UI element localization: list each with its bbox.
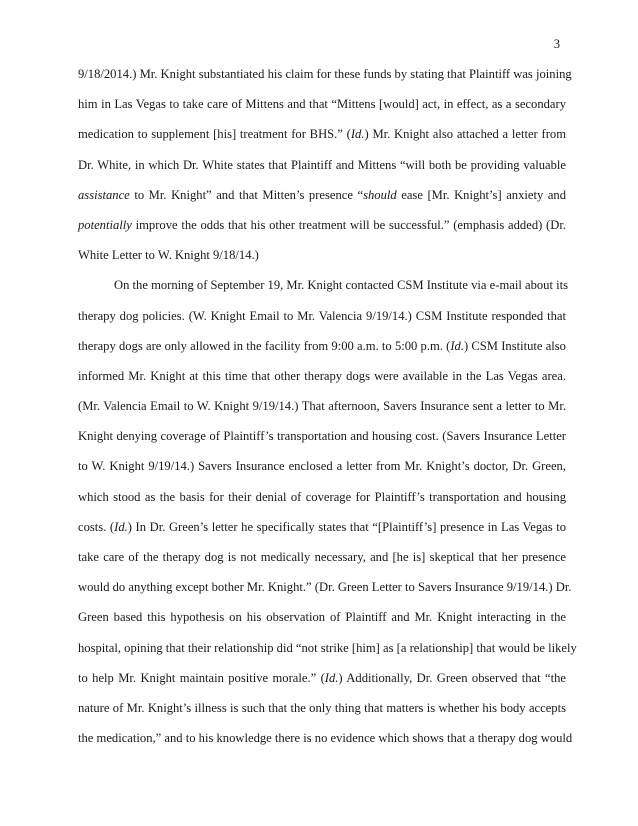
page-number: 3 xyxy=(553,37,560,51)
text-line xyxy=(78,361,566,391)
italic-text: assistance xyxy=(78,187,130,202)
text-run: White Letter to W. Knight 9/18/14.) xyxy=(78,248,259,263)
text-line xyxy=(78,89,566,119)
text-run: hospital, opining that their relationship did “not strike [him] as [a relationship] that would be likely xyxy=(78,640,577,655)
paragraph xyxy=(78,270,577,753)
text-run: him in Las Vegas to take care of Mittens and that “Mittens [would] act, in effect, as a secondary xyxy=(78,97,566,112)
document-body xyxy=(78,59,577,753)
text-line xyxy=(78,572,572,602)
text-run: therapy dog policies. (W. Knight Email to Mr. Valencia 9/19/14.) CSM Institute responded that xyxy=(78,308,566,323)
text-run: Knight denying coverage of Plaintiff’s transportation and housing cost. (Savers Insurance Letter xyxy=(78,429,566,444)
text-run: ease [Mr. Knight’s] anxiety and xyxy=(396,187,567,202)
italic-text: Id. xyxy=(450,338,464,353)
paragraph xyxy=(78,59,572,270)
text-line xyxy=(78,602,566,632)
text-run: to help Mr. Knight maintain positive morale.” ( xyxy=(78,670,325,685)
text-line xyxy=(78,59,572,89)
text-line xyxy=(78,270,569,300)
text-line xyxy=(78,663,566,693)
text-line xyxy=(78,119,566,149)
text-run: would do anything except bother Mr. Knight.” (Dr. Green Letter to Savers Insurance 9/19/14.) Dr. xyxy=(78,580,572,595)
text-line xyxy=(78,180,566,210)
text-run: On the morning of September 19, Mr. Knight contacted CSM Institute via e-mail about its xyxy=(114,278,569,293)
italic-text: Id. xyxy=(350,127,365,142)
text-line xyxy=(78,723,573,753)
text-run: ) In Dr. Green’s letter he specifically states that “[Plaintiff’s] presence in Las Vegas to xyxy=(127,519,566,534)
text-run: to W. Knight 9/19/14.) Savers Insurance enclosed a letter from Mr. Knight’s doctor, Dr. Green, xyxy=(78,459,566,474)
text-run: take care of the therapy dog is not medically necessary, and [he is] skeptical that her presence xyxy=(78,550,566,564)
text-run: which stood as the basis for their denial of coverage for Plaintiff’s transportation and housing xyxy=(78,489,566,504)
text-run: medication to supplement [his] treatment for BHS.” ( xyxy=(78,127,351,142)
text-run: ) Additionally, Dr. Green observed that “the xyxy=(338,670,566,685)
text-run: therapy dogs are only allowed in the facility from 9:00 a.m. to 5:00 p.m. ( xyxy=(78,338,451,353)
text-line xyxy=(78,482,566,512)
text-run: the medication,” and to his knowledge there is no evidence which shows that a therapy dog would xyxy=(78,731,573,746)
text-line xyxy=(78,150,566,180)
italic-text: potentially xyxy=(78,217,132,232)
text-line xyxy=(78,633,577,663)
text-run: 9/18/2014.) Mr. Knight substantiated his claim for these funds by stating that Plaintiff was joining xyxy=(78,67,572,81)
text-run: improve the odds that his other treatment will be successful.” (emphasis added) (Dr. xyxy=(131,217,566,232)
text-line xyxy=(78,331,566,361)
text-line xyxy=(78,512,566,542)
text-line xyxy=(78,542,566,572)
text-line xyxy=(78,421,566,451)
text-line xyxy=(78,240,566,270)
text-run: nature of Mr. Knight’s illness is such that the only thing that matters is whether his body accepts xyxy=(78,700,566,715)
text-run: ) CSM Institute also xyxy=(463,338,566,353)
text-line xyxy=(78,693,566,723)
text-run: (Mr. Valencia Email to W. Knight 9/19/14.) That afternoon, Savers Insurance sent a letter to Mr. xyxy=(78,399,566,414)
italic-text: should xyxy=(363,187,397,202)
italic-text: Id. xyxy=(324,670,339,685)
text-run: costs. ( xyxy=(78,519,115,534)
text-line xyxy=(78,210,566,240)
text-line xyxy=(78,451,566,481)
text-run: to Mr. Knight” and that Mitten’s presence “ xyxy=(129,187,364,202)
text-line xyxy=(78,391,566,421)
text-run: ) Mr. Knight also attached a letter from xyxy=(364,127,566,142)
text-run: informed Mr. Knight at this time that other therapy dogs were available in the Las Vegas area. xyxy=(78,368,566,383)
text-run: Dr. White, in which Dr. White states that Plaintiff and Mittens “will both be providing valuable xyxy=(78,157,566,172)
italic-text: Id. xyxy=(114,519,128,534)
text-run: Green based this hypothesis on his observation of Plaintiff and Mr. Knight interacting in the xyxy=(78,610,566,625)
text-line xyxy=(78,301,566,331)
